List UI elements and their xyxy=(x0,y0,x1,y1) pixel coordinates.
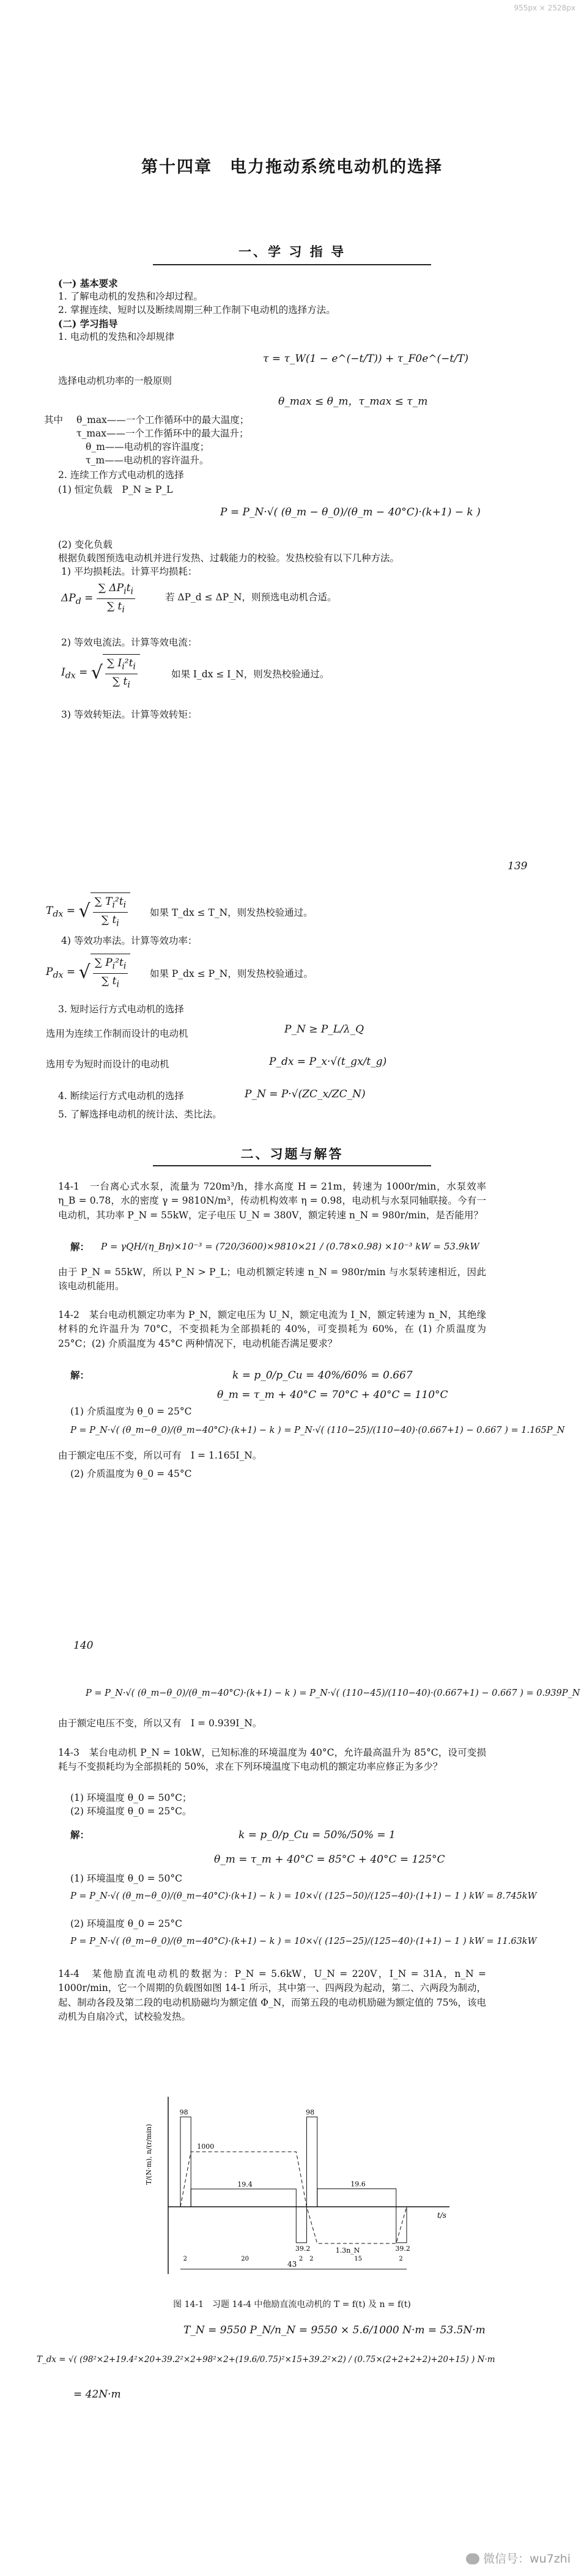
solve-label-2: 解： xyxy=(70,1369,90,1381)
guide-5: 5. 了解选择电动机的统计法、类比法。 xyxy=(58,1109,222,1120)
problem-14-3-case2-formula: P = P_N·√( (θ_m−θ_0)/(θ_m−40°C)·(k+1) − k ) = 10×√( (125−25)/(125−40)·(1+1) − 1 ) kW = 11.63kW xyxy=(70,1937,537,1946)
method-1-cond: 若 ΔP_d ≤ ΔP_N，则预选电动机合适。 xyxy=(165,592,337,603)
req-1: 1. 了解电动机的发热和冷却过程。 xyxy=(58,291,203,302)
method-3-cond: 如果 T_dx ≤ T_N，则发热校验通过。 xyxy=(150,907,313,918)
torque-segment-2 xyxy=(191,2189,296,2207)
guide-4: 4. 断续运行方式电动机的选择 xyxy=(58,1091,184,1102)
problem-14-1-answer: 由于 P_N = 55kW，所以 P_N > P_L；电动机额定转速 n_N = 980r/min 与水泵转速相近，因此该电动机能用。 xyxy=(58,1267,486,1292)
torque-value-label: 39.2 xyxy=(295,2244,311,2253)
top-size-label: 955px × 2528px xyxy=(514,4,575,12)
chapter-title: 第十四章 电力拖动系统电动机的选择 xyxy=(141,158,443,177)
eq-torque-value: = 42N·m xyxy=(73,2388,121,2401)
formula-intermittent: P_N = P·√(ZC_x/ZC_N) xyxy=(245,1088,366,1100)
problem-14-4: 14-4 某他励直流电动机的数据为：P_N = 5.6kW，U_N = 220V，I_N = 31A，n_N = 1000r/min，它一个周期的负载图如图 14-1 所示，其中第一、四两段为起动，第二、六两段为制动，起、制动各段及第二段的电动机励磁均为额定值 Φ_N，而第五段的电动机励磁为额定值的 75%，该电动机为自扇冷式，试校验发热。 xyxy=(58,1968,486,2022)
formula-eq-torque: $T_{dx}$ = √ $\frac{\sum T_i^2t_i}{\sum t_i}$ xyxy=(46,892,130,930)
method-3: 3) 等效转矩法。计算等效转矩： xyxy=(61,709,198,720)
total-span-label: 43 xyxy=(287,2260,297,2269)
problem-14-3-k: k = p_0/p_Cu = 50%/50% = 1 xyxy=(238,1829,396,1841)
problem-14-3: 14-3 某台电动机 P_N = 10kW，已知标准的环境温度为 40°C，允许最高温升为 85°C，设可变损耗与不变损耗均为全部损耗的 50%，求在下列环境温度下电动机的额定功率应修正为多少？ xyxy=(58,1747,486,1773)
formula-avg-loss: $\Delta P_d$ = $\frac{\sum \Delta P_it_i}{\sum t_i}$ xyxy=(61,581,135,616)
torque-series xyxy=(180,2117,407,2243)
solve-label-3: 解： xyxy=(70,1829,90,1841)
formula-eq-current: $I_{dx}$ = √ $\frac{\sum I_i^2t_i}{\sum t_i}$ xyxy=(61,654,140,691)
eq-torque-calc: T_dx = √( (98²×2+19.4²×20+39.2²×2+98²×2+(19.6/0.75)²×15+39.2²×2) / (0.75×(2+2+2+2)+20+15) ) N·m xyxy=(37,2355,495,2364)
guide-2-2: (2) 变化负载 xyxy=(58,539,113,550)
heading-basic-req: (一) 基本要求 xyxy=(58,278,118,289)
torque-value-label: 39.2 xyxy=(395,2244,410,2253)
duration-label: 2 xyxy=(183,2256,187,2262)
wechat-icon xyxy=(466,2553,479,2564)
section-rule xyxy=(153,264,431,265)
figure-14-1 xyxy=(144,2091,462,2292)
where-3: θ_m——电动机的容许温度； xyxy=(86,441,210,452)
torque-value-label: 19.6 xyxy=(350,2180,366,2188)
torque-segment-4 xyxy=(307,2117,317,2207)
duration-label: 20 xyxy=(241,2256,249,2262)
rated-torque-calc: T_N = 9550 P_N/n_N = 9550 × 5.6/1000 N·m = 53.5N·m xyxy=(183,2324,486,2336)
problem-14-2-case2: (2) 介质温度为 θ_0 = 45°C xyxy=(70,1468,192,1479)
problem-14-3-case1-formula: P = P_N·√( (θ_m−θ_0)/(θ_m−40°C)·(k+1) − k ) = 10×√( (125−50)/(125−40)·(1+1) − 1 ) kW = 8.745kW xyxy=(70,1891,537,1901)
speed-series xyxy=(180,2143,407,2254)
y-axis-label: T/(N·m), n/(r/min) xyxy=(145,2124,153,2185)
problem-14-3-theta: θ_m = τ_m + 40°C = 85°C + 40°C = 125°C xyxy=(214,1853,445,1866)
section-rule-2 xyxy=(153,1165,431,1166)
problem-14-1: 14-1 一台离心式水泵，流量为 720m³/h，排水高度 H = 21m，转速为 1000r/min，水泵效率 η_B = 0.78，水的密度 γ = 9810N/m³，传动机构效率 η = 0.98，电动机与水泵同轴联接。今有一电动机，其功率 P_N = 55kW，定子电压 U_N = 380V，额定转速 n_N = 980r/min，是否能用？ xyxy=(58,1181,486,1221)
torque-segment-1 xyxy=(180,2117,191,2207)
duration-label: 2 xyxy=(399,2256,403,2262)
where-label: 其中 xyxy=(44,414,64,425)
heading-guide: (二) 学习指导 xyxy=(58,318,118,329)
duration-label: 2 xyxy=(309,2256,314,2262)
page-number-140: 140 xyxy=(73,1639,94,1652)
guide-2-2-desc: 根据负载图预选电动机并进行发热、过载能力的校验。发热校验有以下几种方法。 xyxy=(58,553,400,564)
torque-value-label: 19.4 xyxy=(237,2180,253,2188)
formula-eq-power: $P_{dx}$ = √ $\frac{\sum P_i^2t_i}{\sum t_i}$ xyxy=(46,954,130,991)
page-number-139: 139 xyxy=(508,860,528,872)
problem-14-2-theta: θ_m = τ_m + 40°C = 70°C + 40°C = 110°C xyxy=(217,1389,448,1401)
duration-label: 15 xyxy=(354,2256,362,2262)
section-title-study-guide: 一、学 习 指 导 xyxy=(238,244,346,259)
torque-segment-5 xyxy=(317,2189,396,2207)
req-2: 2. 掌握连续、短时以及断续周期三种工作制下电动机的选择方法。 xyxy=(58,304,336,315)
problem-14-2-case1-formula: P = P_N·√( (θ_m−θ_0)/(θ_m−40°C)·(k+1) − k ) = P_N·√( (110−25)/(110−40)·(0.667+1) − 0.667 ) = 1.165P_N xyxy=(70,1426,565,1435)
solve-label-1: 解： xyxy=(70,1241,90,1253)
guide-3-a: 选用为连续工作制而设计的电动机 xyxy=(46,1028,188,1039)
watermark xyxy=(466,2550,571,2568)
torque-value-label: 98 xyxy=(306,2108,315,2116)
guide-2: 2. 连续工作方式电动机的选择 xyxy=(58,469,184,480)
where-4: τ_m——电动机的容许温升。 xyxy=(86,455,209,466)
torque-segment-3 xyxy=(296,2207,306,2243)
problem-14-3-case1: (1) 环境温度 θ_0 = 50°C xyxy=(70,1873,182,1884)
problem-14-2-case1: (1) 介质温度为 θ_0 = 25°C xyxy=(70,1406,192,1417)
problem-14-2-case2-formula: P = P_N·√( (θ_m−θ_0)/(θ_m−40°C)·(k+1) − k ) = P_N·√( (110−45)/(110−40)·(0.667+1) − 0.667 ) = 0.939P_N xyxy=(86,1688,580,1698)
problem-14-2-case1-answer: 由于额定电压不变，所以可有 I = 1.165I_N。 xyxy=(58,1450,262,1461)
where-1: θ_max——一个工作循环中的最大温度； xyxy=(76,414,249,425)
speed-label-2: 1.3n_N xyxy=(335,2247,360,2254)
formula-heat: τ = τ_W(1 − e^(−t/T)) + τ_F0e^(−t/T) xyxy=(263,353,468,365)
torque-value-label: 98 xyxy=(179,2108,188,2116)
problem-14-3-case2: (2) 环境温度 θ_0 = 25°C xyxy=(70,1918,182,1929)
formula-rule: θ_max ≤ θ_m，τ_max ≤ τ_m xyxy=(278,396,428,408)
problem-14-2-case2-answer: 由于额定电压不变，所以又有 I = 0.939I_N。 xyxy=(58,1718,262,1729)
problem-14-3-c2: (2) 环境温度 θ_0 = 25°C。 xyxy=(70,1806,192,1817)
x-axis-label: t/s xyxy=(437,2211,447,2220)
problem-14-1-calc: P = γQH/(η_Bη)×10⁻³ = (720/3600)×9810×21 / (0.78×0.98) ×10⁻³ kW = 53.9kW xyxy=(101,1241,479,1252)
guide-rule: 选择电动机功率的一般原则 xyxy=(58,375,172,386)
guide-1: 1. 电动机的发热和冷却规律 xyxy=(58,331,175,342)
duration-label: 2 xyxy=(298,2256,303,2262)
figure-caption: 图 14-1 习题 14-4 中他励直流电动机的 T = f(t) 及 n = f(t) xyxy=(173,2300,411,2309)
formula-short-a: P_N ≥ P_L/λ_Q xyxy=(284,1023,364,1036)
watermark-text: 微信号：wu7zhi xyxy=(483,2552,571,2566)
tick-labels xyxy=(180,2108,410,2262)
formula-p-constant: P = P_N·√( (θ_m − θ_0)/(θ_m − 40°C)·(k+1) − k ) xyxy=(220,506,481,518)
method-1: 1) 平均损耗法。计算平均损耗： xyxy=(61,566,198,577)
method-2: 2) 等效电流法。计算等效电流： xyxy=(61,637,198,648)
guide-2-1: (1) 恒定负载 P_N ≥ P_L xyxy=(58,484,173,495)
where-2: τ_max——一个工作循环中的最大温升； xyxy=(76,428,249,439)
guide-3-b: 选用专为短时而设计的电动机 xyxy=(46,1059,169,1070)
problem-14-2: 14-2 某台电动机额定功率为 P_N，额定电压为 U_N，额定电流为 I_N，额定转速为 n_N，其绝缘材料的允许温升为 70°C，不变损耗为全部损耗的 40%，可变损耗为 60%，在 (1) 介质温度为 25°C；(2) 介质温度为 45°C 两种情况下，电动机能否满足要求？ xyxy=(58,1309,486,1349)
method-4-cond: 如果 P_dx ≤ P_N，则发热校验通过。 xyxy=(150,968,313,979)
method-4: 4) 等效功率法。计算等效功率： xyxy=(61,935,198,946)
speed-curve xyxy=(180,2152,407,2243)
speed-label-1: 1000 xyxy=(197,2143,215,2151)
method-2-cond: 如果 I_dx ≤ I_N，则发热校验通过。 xyxy=(171,669,330,680)
formula-short-b: P_dx = P_x·√(t_gx/t_g) xyxy=(269,1056,387,1068)
guide-3: 3. 短时运行方式电动机的选择 xyxy=(58,1004,184,1015)
problem-14-3-c1: (1) 环境温度 θ_0 = 50°C； xyxy=(70,1792,192,1803)
problem-14-2-k: k = p_0/p_Cu = 40%/60% = 0.667 xyxy=(232,1369,413,1382)
section-title-exercises: 二、习题与解答 xyxy=(240,1146,344,1161)
